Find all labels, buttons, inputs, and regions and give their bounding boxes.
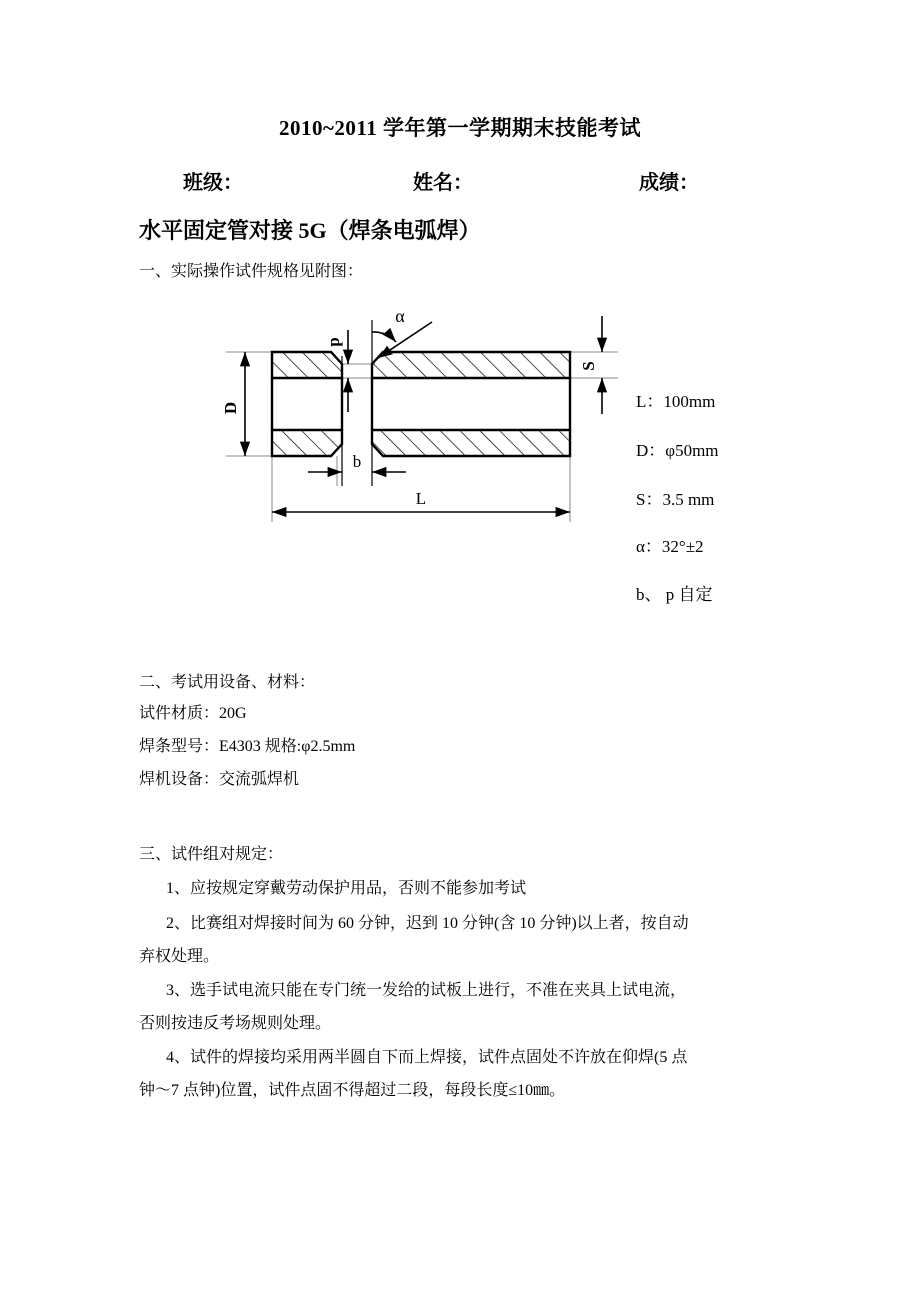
section-three-item-4-line-2: 钟～7 点钟)位置，试件点固不得超过二段，每段长度≤10㎜。 [139, 1082, 566, 1099]
right-pipe-upper-wall [372, 352, 570, 378]
legend-item-S: S：3.5 mm [636, 490, 715, 509]
field-label-score: 成绩： [639, 172, 699, 194]
section-three-item-2-line-1: 2、比赛组对焊接时间为 60 分钟，迟到 10 分钟(含 10 分钟)以上者，按自动 [166, 915, 689, 932]
section-three-heading: 三、试件组对规定： [139, 846, 284, 863]
page-title: 2010~2011 学年第一学期期末技能考试 [278, 116, 641, 140]
figure-label-alpha: α [395, 306, 405, 326]
legend-item-alpha: α：32°±2 [636, 537, 704, 556]
figure-label-S: S [579, 361, 598, 371]
field-label-name: 姓名： [413, 172, 473, 194]
section-one-heading: 一、实际操作试件规格见附图： [139, 263, 364, 280]
section-three-item-4-line-1: 4、试件的焊接均采用两半圆自下而上焊接，试件点固处不许放在仰焊(5 点 [166, 1049, 688, 1066]
left-pipe-upper-wall [272, 352, 342, 378]
student-field-row [0, 166, 920, 196]
legend-item-D: D：φ50mm [636, 441, 719, 460]
left-pipe-bore-edges [272, 378, 342, 430]
section-two-heading: 二、考试用设备、材料： [139, 674, 316, 691]
exam-subtitle: 水平固定管对接 5G（焊条电弧焊） [139, 218, 481, 243]
section-three-item-2-line-2: 弃权处理。 [139, 948, 220, 965]
legend-item-b-p: b、 p 自定 [636, 585, 713, 604]
figure-label-p: p [324, 337, 343, 347]
figure-label-D: D [221, 401, 240, 415]
legend-item-L: L：100mm [636, 392, 716, 411]
section-three-item-3-line-2: 否则按违反考场规则处理。 [139, 1015, 332, 1032]
section-two-line-electrode: 焊条型号：E4303 规格:φ2.5mm [139, 738, 356, 755]
section-three-item-1-line-1: 1、应按规定穿戴劳动保护用品，否则不能参加考试 [166, 880, 527, 897]
figure-label-L: L [415, 489, 427, 508]
figure-label-b: b [352, 452, 362, 471]
section-two-line-material: 试件材质：20G [139, 705, 247, 722]
dimension-D [221, 352, 245, 456]
right-pipe-lower-wall [372, 430, 570, 456]
section-three-item-3-line-1: 3、选手试电流只能在专门统一发给的试板上进行，不准在夹具上试电流， [166, 982, 687, 999]
pipe-joint-diagram [200, 290, 630, 530]
dimension-L [272, 489, 570, 512]
field-label-class: 班级： [183, 172, 243, 194]
section-two-line-machine: 焊机设备：交流弧焊机 [139, 771, 300, 788]
right-pipe-bore-edges [372, 378, 570, 430]
dimension-S [579, 316, 602, 414]
left-pipe-lower-wall [272, 430, 342, 456]
